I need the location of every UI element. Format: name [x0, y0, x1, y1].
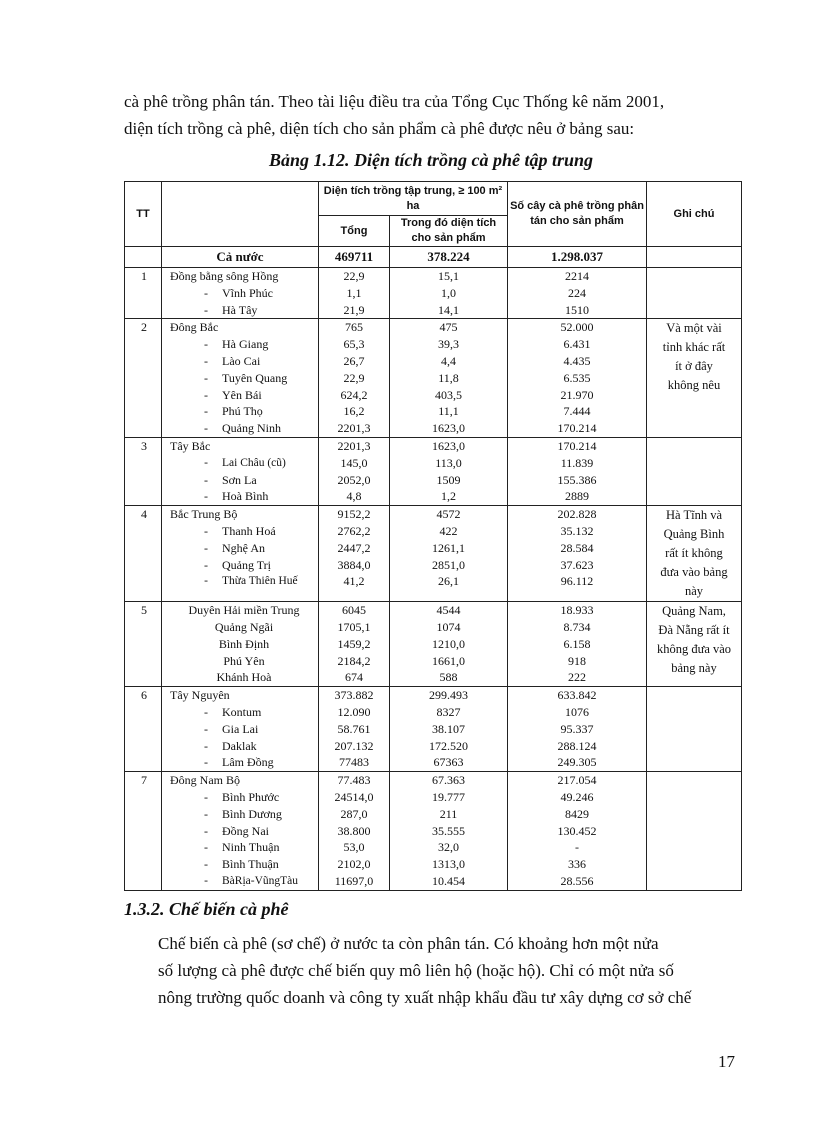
- region-name: [170, 573, 318, 590]
- note-line: Quảng Bình: [663, 527, 725, 542]
- section-heading: 1.3.2. Chế biến cà phê: [124, 899, 289, 919]
- list-dash: -: [204, 755, 208, 770]
- productive-area-value: 113,0: [435, 455, 462, 470]
- region-name-text: BàRịa-VũngTàu: [222, 874, 299, 887]
- note-line: bảng này: [671, 661, 717, 676]
- scattered-trees-value: 170.214: [557, 421, 597, 436]
- group-number-cell: [125, 506, 162, 602]
- total-area-cell: [319, 437, 390, 505]
- region-group-row: [125, 319, 742, 438]
- note-cell: [647, 772, 742, 891]
- national-total: 469711: [319, 247, 390, 268]
- scattered-trees-value: 37.623: [560, 557, 594, 572]
- total-area-value: 9152,2: [337, 507, 371, 522]
- region-name-text: Hà Giang: [222, 337, 269, 352]
- region-name: [170, 302, 318, 319]
- region-name-text: Quảng Ngãi: [214, 619, 274, 634]
- scattered-trees-value: 222: [568, 670, 586, 685]
- region-name: [170, 687, 318, 704]
- header-note: Ghi chú: [647, 182, 742, 247]
- region-name: [170, 488, 318, 505]
- note-cell: [647, 602, 742, 687]
- group-number: 5: [141, 603, 147, 618]
- total-area-cell: [319, 268, 390, 319]
- region-name-text: Bình Dương: [222, 806, 282, 821]
- scattered-trees-value: 217.054: [557, 773, 597, 788]
- region-name-text: Bình Phước: [222, 789, 280, 804]
- scattered-trees-value: 6.158: [563, 636, 591, 651]
- note-line: Hà Tĩnh và: [665, 508, 722, 523]
- region-name: [170, 523, 318, 540]
- region-name: [170, 669, 318, 686]
- total-area-value: 2052,0: [337, 472, 371, 487]
- scattered-trees-value: 288.124: [557, 738, 597, 753]
- list-dash: -: [204, 370, 208, 385]
- region-name-text: Lâm Đồng: [222, 755, 274, 770]
- region-name-text: Hà Tây: [222, 302, 258, 317]
- note-line: Đà Nẵng rất ít: [658, 623, 730, 638]
- region-name-text: Lào Cai: [222, 353, 261, 368]
- scattered-trees-value: 918: [568, 653, 586, 668]
- region-name-cell: [162, 687, 319, 772]
- list-dash: -: [204, 575, 208, 588]
- scattered-trees-value: 4.435: [563, 353, 591, 368]
- note-cell: [647, 506, 742, 602]
- list-dash: -: [204, 302, 208, 317]
- national-productive: 378.224: [390, 247, 508, 268]
- scattered-trees-cell: [508, 687, 647, 772]
- scattered-trees-value: 2214: [565, 269, 589, 283]
- note-line: này: [684, 584, 704, 599]
- productive-area-value: 11,8: [438, 370, 459, 385]
- total-area-value: 77483: [339, 755, 369, 770]
- region-name: [170, 268, 318, 285]
- region-group-row: [125, 687, 742, 772]
- productive-area-cell: [390, 772, 508, 891]
- note-cell: [647, 268, 742, 319]
- region-name-text: Gia Lai: [222, 721, 259, 736]
- scattered-trees-value: 130.452: [557, 823, 597, 838]
- productive-area-cell: [390, 687, 508, 772]
- total-area-value: 624,2: [340, 387, 368, 402]
- productive-area-value: 1313,0: [432, 857, 465, 872]
- list-dash: -: [204, 489, 208, 504]
- region-name-text: Đông Bắc: [170, 320, 219, 335]
- region-name: [170, 472, 318, 489]
- group-number-cell: [125, 687, 162, 772]
- productive-area-value: 4572: [436, 507, 461, 522]
- productive-area-value: 1,0: [441, 285, 456, 300]
- region-name: [170, 455, 318, 472]
- scattered-trees-value: 18.933: [560, 603, 594, 618]
- region-name-cell: [162, 602, 319, 687]
- total-area-cell: [319, 602, 390, 687]
- total-area-value: 22,9: [343, 370, 365, 385]
- region-name: [170, 285, 318, 302]
- total-area-value: 2201,3: [337, 421, 371, 436]
- scattered-trees-value: 6.431: [563, 337, 591, 352]
- region-group-row: [125, 506, 742, 602]
- region-name: [170, 353, 318, 370]
- productive-area-value: 39,3: [438, 337, 459, 352]
- region-name: [170, 772, 318, 789]
- list-dash: -: [204, 337, 208, 352]
- region-name: [170, 336, 318, 353]
- total-area-value: 145,0: [340, 455, 368, 470]
- region-name-text: Thanh Hoá: [222, 523, 276, 538]
- productive-area-value: 403,5: [435, 387, 462, 402]
- group-number: 6: [141, 688, 147, 703]
- list-dash: -: [204, 404, 208, 419]
- region-name: [170, 319, 318, 336]
- productive-area-cell: [390, 268, 508, 319]
- region-name: [170, 704, 318, 721]
- region-name-text: Yên Bái: [222, 387, 262, 402]
- productive-area-value: 1261,1: [432, 540, 465, 555]
- intro-paragraph: [124, 88, 738, 142]
- list-dash: -: [204, 704, 208, 719]
- total-area-value: 22,9: [343, 269, 365, 283]
- region-group-row: [125, 437, 742, 505]
- header-tt: TT: [125, 182, 162, 247]
- total-area-value: 53,0: [343, 840, 365, 855]
- total-area-value: 16,2: [343, 404, 365, 419]
- group-number: 4: [141, 507, 147, 522]
- scattered-trees-value: 1076: [565, 704, 589, 719]
- productive-area-value: 299.493: [429, 688, 468, 703]
- region-name-text: Thừa Thiên Huế: [222, 575, 298, 588]
- table-caption: Bảng 1.12. Diện tích trồng cà phê tập trung: [268, 150, 594, 170]
- region-name-text: Đông Nam Bộ: [170, 773, 240, 788]
- national-row: [125, 247, 742, 268]
- productive-area-value: 1623,0: [432, 421, 465, 436]
- productive-area-cell: [390, 506, 508, 602]
- note-line: đưa vào bảng: [660, 565, 728, 580]
- total-area-value: 65,3: [343, 337, 365, 352]
- total-area-value: 26,7: [343, 353, 365, 368]
- productive-area-value: 67363: [433, 755, 464, 770]
- total-area-value: 287,0: [340, 806, 368, 821]
- total-area-cell: [319, 506, 390, 602]
- region-name-text: Bắc Trung Bộ: [170, 507, 238, 522]
- list-dash: -: [204, 840, 208, 855]
- total-area-value: 373.882: [334, 688, 374, 703]
- list-dash: -: [204, 353, 208, 368]
- body-paragraph: [124, 930, 738, 1011]
- group-number-cell: [125, 602, 162, 687]
- productive-area-value: 588: [439, 670, 458, 685]
- list-dash: -: [204, 523, 208, 538]
- region-name-cell: [162, 268, 319, 319]
- scattered-trees-cell: [508, 602, 647, 687]
- intro-line: diện tích trồng cà phê, diện tích cho sản phẩm cà phê được nêu ở bảng sau:: [124, 119, 635, 138]
- note-line: không nêu: [667, 378, 721, 393]
- region-name: [170, 387, 318, 404]
- region-name-text: Phú Thọ: [222, 404, 263, 419]
- productive-area-value: 1074: [436, 619, 461, 634]
- total-area-value: 38.800: [337, 823, 371, 838]
- region-name-text: Lai Châu (cũ): [222, 456, 286, 469]
- region-name: [170, 506, 318, 523]
- total-area-value: 765: [345, 320, 363, 335]
- list-dash: -: [204, 857, 208, 872]
- productive-area-cell: [390, 437, 508, 505]
- productive-area-value: 475: [439, 320, 458, 335]
- productive-area-value: 1623,0: [432, 438, 465, 453]
- region-name: [170, 636, 318, 653]
- group-number-cell: [125, 319, 162, 438]
- productive-area-value: 1661,0: [432, 653, 465, 668]
- scattered-trees-value: 28.584: [560, 540, 594, 555]
- scattered-trees-value: -: [575, 840, 579, 855]
- scattered-trees-value: 155.386: [557, 472, 597, 487]
- region-name-text: Hoà Bình: [222, 489, 269, 504]
- header-total: Tổng: [319, 216, 390, 247]
- region-group-row: [125, 602, 742, 687]
- region-name: [170, 856, 318, 873]
- total-area-value: 2102,0: [337, 857, 371, 872]
- list-dash: -: [204, 456, 208, 469]
- list-dash: -: [204, 721, 208, 736]
- total-area-value: 2447,2: [337, 540, 371, 555]
- list-dash: -: [204, 823, 208, 838]
- group-number: 3: [141, 438, 147, 453]
- region-name-text: Khánh Hoà: [216, 670, 272, 685]
- body-line: nông trường quốc doanh và công ty xuất nhập khẩu đầu tư xây dựng cơ sở chế: [158, 988, 692, 1007]
- group-number-cell: [125, 772, 162, 891]
- region-name-text: Bình Định: [218, 636, 270, 651]
- total-area-value: 11697,0: [334, 873, 374, 888]
- region-name: [170, 754, 318, 771]
- group-number-cell: [125, 268, 162, 319]
- productive-area-value: 38.107: [432, 721, 465, 736]
- scattered-trees-cell: [508, 437, 647, 505]
- region-name-text: Quảng Ninh: [222, 421, 281, 436]
- region-name: [170, 789, 318, 806]
- header-scattered: Số cây cà phê trồng phân tán cho sản phẩm: [508, 182, 647, 247]
- region-name: [170, 438, 318, 455]
- region-name-text: Phú Yên: [223, 653, 265, 668]
- list-dash: -: [204, 285, 208, 300]
- list-dash: -: [204, 540, 208, 555]
- scattered-trees-value: 28.556: [560, 873, 594, 888]
- productive-area-value: 4544: [436, 603, 461, 618]
- list-dash: -: [204, 421, 208, 436]
- region-name-cell: [162, 319, 319, 438]
- group-number: 7: [141, 773, 147, 788]
- total-area-value: 12.090: [337, 704, 371, 719]
- productive-area-value: 1,2: [441, 489, 456, 504]
- total-area-cell: [319, 772, 390, 891]
- region-name-text: Quảng Trị: [222, 557, 272, 572]
- region-name: [170, 602, 318, 619]
- productive-area-value: 10.454: [432, 873, 465, 888]
- region-name: [170, 823, 318, 840]
- productive-area-value: 211: [439, 806, 458, 821]
- region-group-row: [125, 772, 742, 891]
- productive-area-value: 1509: [436, 472, 461, 487]
- header-region: [162, 182, 319, 247]
- scattered-trees-value: 224: [568, 285, 586, 300]
- region-name-text: Tây Bắc: [170, 438, 211, 453]
- region-name-text: Duyên Hải miền Trung: [188, 603, 300, 618]
- body-line: số lượng cà phê được chế biến quy mô liên hộ (hoặc hộ). Chỉ có một nửa số: [158, 961, 674, 980]
- productive-area-value: 1210,0: [432, 636, 465, 651]
- region-name-text: Daklak: [222, 738, 257, 753]
- region-name-cell: [162, 437, 319, 505]
- scattered-trees-value: 2889: [565, 489, 589, 504]
- header-area-group: Diện tích trồng tập trung, ≥ 100 m² ha: [319, 182, 508, 216]
- header-productive: Trong đó diện tích cho sản phẩm: [390, 216, 508, 247]
- note-line: rất ít không: [665, 546, 723, 561]
- scattered-trees-value: 633.842: [557, 688, 597, 703]
- scattered-trees-value: 49.246: [560, 789, 594, 804]
- scattered-trees-value: 52.000: [560, 320, 594, 335]
- scattered-trees-value: 95.337: [560, 721, 594, 736]
- scattered-trees-value: 170.214: [557, 438, 597, 453]
- note-line: Quảng Nam,: [662, 604, 726, 619]
- list-dash: -: [204, 789, 208, 804]
- total-area-value: 58.761: [337, 721, 371, 736]
- scattered-trees-value: 96.112: [560, 574, 594, 589]
- region-group-row: [125, 268, 742, 319]
- list-dash: -: [204, 874, 208, 887]
- note-line: không đưa vào: [656, 642, 732, 657]
- page-number: 17: [718, 1052, 735, 1071]
- region-name: [170, 873, 318, 890]
- total-area-value: 3884,0: [337, 557, 371, 572]
- scattered-trees-value: 336: [568, 857, 586, 872]
- note-cell: [647, 437, 742, 505]
- total-area-value: 21,9: [343, 302, 365, 317]
- region-name: [170, 839, 318, 856]
- note-cell: [647, 687, 742, 772]
- productive-area-cell: [390, 319, 508, 438]
- productive-area-value: 67.363: [432, 773, 465, 788]
- productive-area-cell: [390, 602, 508, 687]
- total-area-cell: [319, 319, 390, 438]
- productive-area-value: 4,4: [441, 353, 456, 368]
- scattered-trees-value: 11.839: [560, 455, 594, 470]
- total-area-value: 6045: [342, 603, 366, 618]
- region-name: [170, 619, 318, 636]
- scattered-trees-value: 7.444: [563, 404, 591, 419]
- region-name-text: Nghệ An: [222, 540, 265, 555]
- total-area-value: 4,8: [346, 489, 362, 504]
- total-area-value: 2201,3: [337, 438, 371, 453]
- region-name: [170, 738, 318, 755]
- scattered-trees-cell: [508, 506, 647, 602]
- total-area-value: 41,2: [343, 574, 365, 589]
- region-name-text: Tuyên Quang: [222, 370, 288, 385]
- productive-area-value: 14,1: [438, 302, 459, 317]
- note-line: Và một vài: [666, 321, 722, 336]
- total-area-value: 2762,2: [337, 523, 371, 538]
- group-number: 1: [141, 269, 147, 283]
- region-name: [170, 557, 318, 574]
- scattered-trees-value: 8.734: [563, 619, 591, 634]
- scattered-trees-value: 1510: [565, 302, 589, 317]
- productive-area-value: 19.777: [432, 789, 465, 804]
- region-name-text: Kontum: [222, 704, 262, 719]
- region-name-text: Vĩnh Phúc: [222, 285, 273, 300]
- note-cell: [647, 319, 742, 438]
- productive-area-value: 15,1: [438, 269, 459, 283]
- total-area-value: 207.132: [334, 738, 374, 753]
- productive-area-value: 35.555: [432, 823, 465, 838]
- region-name: [170, 403, 318, 420]
- scattered-trees-value: 202.828: [557, 507, 597, 522]
- region-name-text: Sơn La: [222, 472, 257, 487]
- scattered-trees-value: 249.305: [557, 755, 597, 770]
- scattered-trees-cell: [508, 772, 647, 891]
- productive-area-value: 172.520: [429, 738, 468, 753]
- region-name-text: Ninh Thuận: [222, 840, 280, 855]
- region-name: [170, 721, 318, 738]
- region-name-cell: [162, 506, 319, 602]
- scattered-trees-value: 21.970: [560, 387, 594, 402]
- scattered-trees-value: 8429: [565, 806, 589, 821]
- note-line: ít ở đây: [675, 359, 713, 374]
- total-area-value: 1705,1: [337, 619, 371, 634]
- productive-area-value: 11,1: [438, 404, 459, 419]
- coffee-area-table: [124, 181, 742, 891]
- list-dash: -: [204, 387, 208, 402]
- total-area-cell: [319, 687, 390, 772]
- region-name-cell: [162, 772, 319, 891]
- scattered-trees-cell: [508, 268, 647, 319]
- region-name-text: Đồng bằng sông Hồng: [170, 269, 279, 283]
- region-name-text: Bình Thuận: [222, 857, 279, 872]
- region-name-text: Tây Nguyên: [170, 688, 230, 703]
- total-area-value: 1,1: [346, 285, 362, 300]
- group-number-cell: [125, 437, 162, 505]
- region-name-text: Đồng Nai: [222, 823, 269, 838]
- productive-area-value: 2851,0: [432, 557, 465, 572]
- list-dash: -: [204, 806, 208, 821]
- national-scattered: 1.298.037: [508, 247, 647, 268]
- total-area-value: 1459,2: [337, 636, 371, 651]
- scattered-trees-value: 6.535: [563, 370, 591, 385]
- productive-area-value: 26,1: [438, 574, 459, 589]
- national-name: Cả nước: [162, 247, 319, 268]
- region-name: [170, 370, 318, 387]
- note-line: tỉnh khác rất: [662, 340, 726, 355]
- list-dash: -: [204, 472, 208, 487]
- region-name: [170, 806, 318, 823]
- body-line: Chế biến cà phê (sơ chế) ở nước ta còn phân tán. Có khoảng hơn một nửa: [158, 934, 659, 953]
- intro-line: cà phê trồng phân tán. Theo tài liệu điều tra của Tổng Cục Thống kê năm 2001,: [124, 92, 665, 111]
- total-area-value: 77.483: [337, 773, 371, 788]
- list-dash: -: [204, 557, 208, 572]
- scattered-trees-value: 35.132: [560, 523, 594, 538]
- scattered-trees-cell: [508, 319, 647, 438]
- list-dash: -: [204, 738, 208, 753]
- total-area-value: 674: [345, 670, 363, 685]
- total-area-value: 24514,0: [334, 789, 374, 804]
- region-name: [170, 540, 318, 557]
- productive-area-value: 8327: [436, 704, 461, 719]
- productive-area-value: 32,0: [438, 840, 459, 855]
- total-area-value: 2184,2: [337, 653, 371, 668]
- region-name: [170, 653, 318, 670]
- group-number: 2: [141, 320, 147, 335]
- productive-area-value: 422: [439, 523, 458, 538]
- region-name: [170, 420, 318, 437]
